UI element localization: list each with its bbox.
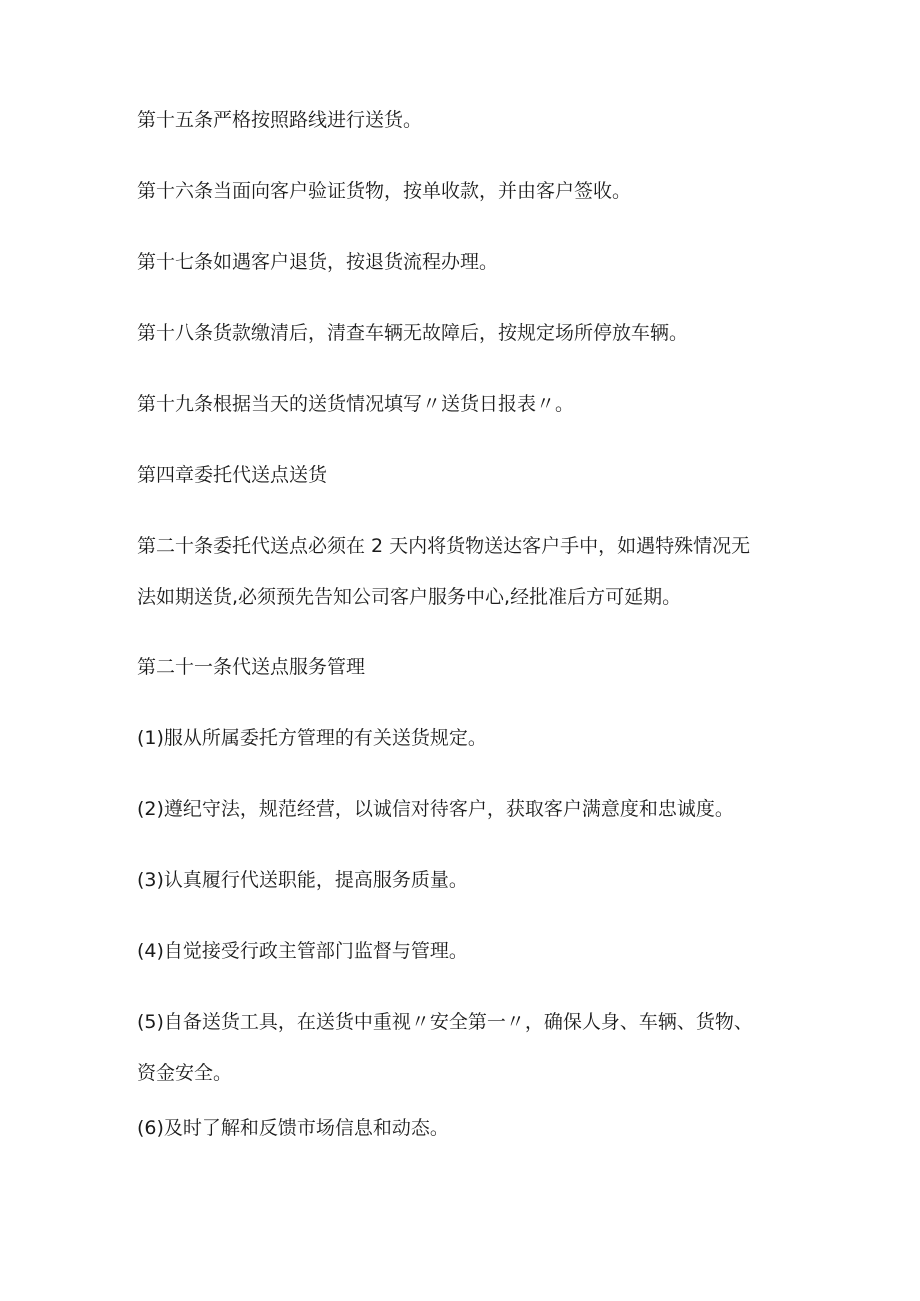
list-item-5-line-1: (5)自备送货工具，在送货中重视〃安全第一〃，确保人身、车辆、货物、: [137, 1011, 753, 1033]
list-item-1: (1)服从所属委托方管理的有关送货规定。: [137, 727, 487, 749]
article-20-line-2: 法如期送货,必须预先告知公司客户服务中心,经批准后方可延期。: [137, 586, 682, 608]
article-15: 第十五条严格按照路线进行送货。: [137, 109, 423, 131]
list-item-3: (3)认真履行代送职能，提高服务质量。: [137, 869, 468, 891]
article-19: 第十九条根据当天的送货情况填写〃送货日报表〃。: [137, 393, 575, 415]
list-item-5-line-2: 资金安全。: [137, 1062, 233, 1084]
list-item-2: (2)遵纪守法，规范经营，以诚信对待客户，获取客户满意度和忠诚度。: [137, 798, 734, 820]
article-17: 第十七条如遇客户退货，按退货流程办理。: [137, 251, 499, 273]
article-21: 第二十一条代送点服务管理: [137, 656, 366, 678]
article-20-line-1: 第二十条委托代送点必须在 2 天内将货物送达客户手中，如遇特殊情况无: [137, 535, 751, 557]
chapter-4-heading: 第四章委托代送点送货: [137, 464, 328, 486]
list-item-4: (4)自觉接受行政主管部门监督与管理。: [137, 940, 468, 962]
article-16: 第十六条当面向客户验证货物，按单收款，并由客户签收。: [137, 180, 632, 202]
list-item-6: (6)及时了解和反馈市场信息和动态。: [137, 1117, 449, 1139]
article-18: 第十八条货款缴清后，清查车辆无故障后，按规定场所停放车辆。: [137, 322, 689, 344]
